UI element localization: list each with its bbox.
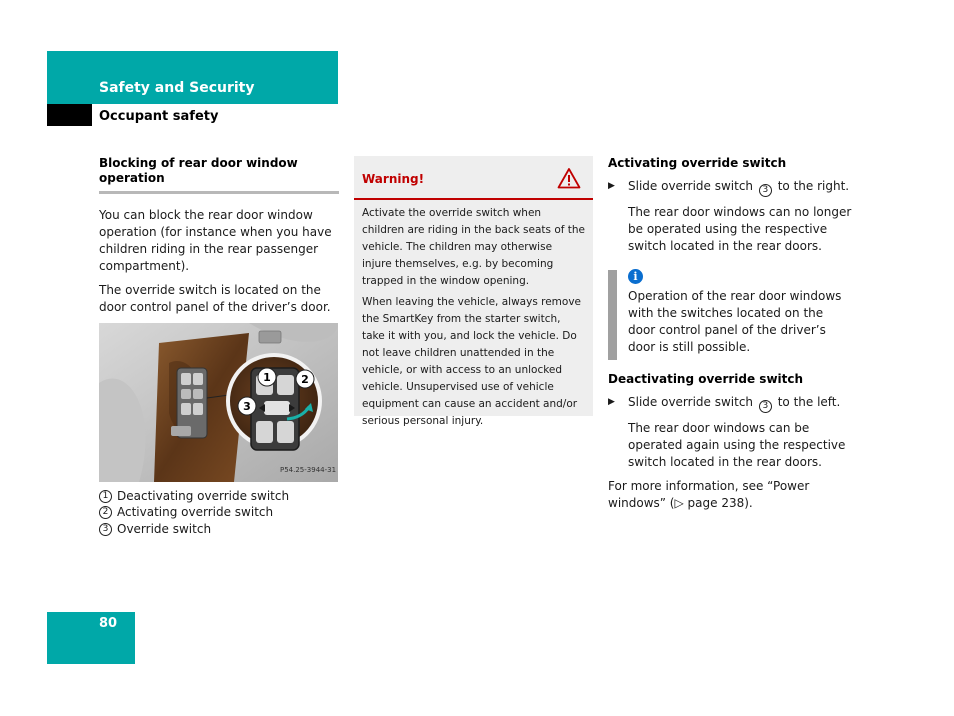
photo-code: P54.25-3944-31 (280, 466, 337, 474)
callout-2: 2 (301, 373, 309, 386)
legend-text-3: Override switch (117, 521, 212, 536)
deactivating-step (608, 394, 853, 413)
legend-text-1: Deactivating override switch (117, 488, 290, 503)
legend-text-2: Activating override switch (117, 505, 274, 520)
section-title: Safety and Security (99, 80, 255, 96)
blocking-para-2: The override switch is located on the door control panel of the driver’s door. (99, 283, 331, 314)
deactivating-step-post: to the left. (777, 395, 841, 409)
warning-para-1: Activate the override switch when children are riding in the back seats of the vehicle. The children may otherwise injure themselves, e.g. by becoming trapped in the window opening. (362, 207, 586, 287)
page-number: 80 (99, 616, 118, 631)
legend-item-2 (99, 505, 339, 522)
subsection-title: Occupant safety (99, 109, 219, 124)
page-number-tab (47, 612, 135, 664)
legend-number-2: 2 (99, 506, 112, 519)
callout-1: 1 (263, 371, 271, 384)
door-panel-illustration (99, 323, 338, 482)
info-note (608, 268, 853, 356)
right-column (608, 156, 853, 519)
activating-step-num: 3 (759, 184, 772, 197)
warning-triangle-icon (557, 167, 581, 189)
section-tab (47, 51, 338, 104)
legend-item-3 (99, 521, 339, 538)
activating-step-pre: Slide override switch (628, 179, 754, 193)
info-icon: i (628, 269, 643, 284)
deactivating-result: The rear door windows can be operated again using the respective switch located in the rear doors. (628, 421, 846, 469)
activating-heading: Activating override switch (608, 156, 787, 170)
activating-step-post: to the right. (777, 179, 850, 193)
deactivating-heading: Deactivating override switch (608, 372, 804, 386)
deactivating-step-pre: Slide override switch (628, 395, 754, 409)
step-arrow-icon: ▶ (608, 397, 615, 407)
info-text: Operation of the rear door windows with the switches located on the door control panel of the driver’s door is still possible. (628, 289, 842, 354)
activating-result: The rear door windows can no longer be operated using the respective switch located in the rear doors. (628, 205, 852, 253)
activating-step-text (628, 178, 849, 197)
legend (99, 488, 339, 538)
legend-number-3: 3 (99, 523, 112, 536)
activating-step (608, 178, 853, 197)
warning-para-2: When leaving the vehicle, always remove the SmartKey from the starter switch, take it with you, and lock the vehicle. Do not leave children unattended in the vehicle, or with access to an unlocked vehicle. Unsupervised use of vehicle equipment can cause an accident and/or serious personal injury. (362, 296, 581, 427)
door-panel-photo (99, 323, 338, 482)
left-column (99, 156, 339, 538)
deactivating-step-text (628, 394, 840, 413)
warning-header (354, 156, 593, 200)
more-info-link[interactable]: For more information, see “Power windows” (▷ page 238). (608, 479, 810, 510)
blocking-heading: Blocking of rear door window operation (99, 156, 339, 194)
info-bar (608, 270, 617, 360)
callout-3: 3 (243, 400, 251, 413)
legend-item-1 (99, 488, 339, 505)
subsection-marker (47, 104, 92, 126)
blocking-para-1: You can block the rear door window operation (for instance when you have children riding in the rear passenger compartment). (99, 208, 332, 273)
deactivating-step-num: 3 (759, 400, 772, 413)
warning-body (354, 200, 593, 430)
step-arrow-icon: ▶ (608, 181, 615, 191)
warning-title: Warning! (362, 172, 425, 186)
warning-box (354, 156, 593, 427)
legend-number-1: 1 (99, 490, 112, 503)
